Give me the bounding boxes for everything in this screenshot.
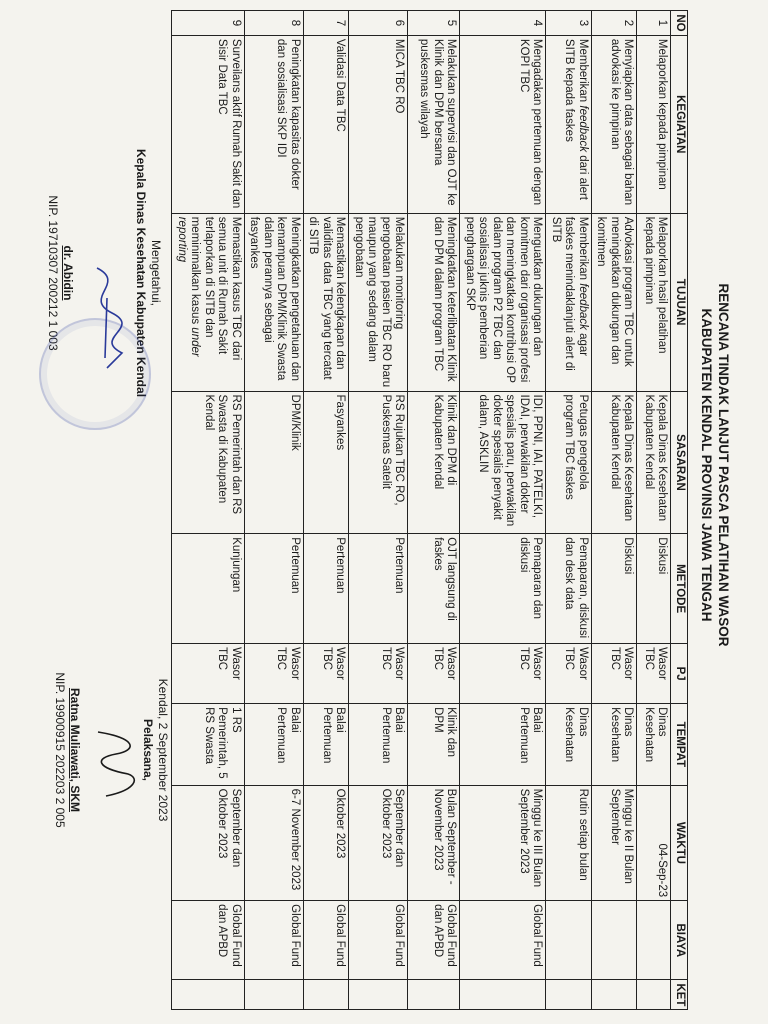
signer-name-right: Ratna Muliawati, SKM xyxy=(68,687,82,812)
kegiatan-italic: feedback xyxy=(577,105,589,153)
cell-no: 6 xyxy=(349,11,408,36)
cell-metode: OJT langsung di faskes xyxy=(408,534,460,644)
cell-tempat: Dinas Kesehatan xyxy=(592,704,638,786)
kegiatan-text-2: dari alert SITB kepada faskes xyxy=(563,38,589,200)
cell-no: 7 xyxy=(304,11,350,36)
cell-tujuan: Meningkatkan keterlibatan Klinik dan DPM dalam program TBC xyxy=(408,213,460,391)
header-waktu: WAKTU xyxy=(671,785,688,901)
cell-kegiatan: Validasi Data TBC xyxy=(304,35,350,213)
cell-waktu: Minggu ke III Bulan September 2023 xyxy=(460,785,546,901)
cell-ket xyxy=(637,980,671,1010)
cell-pj: Wasor TBC xyxy=(245,644,304,704)
cell-tempat: Dinas Kesehatan xyxy=(637,704,671,786)
signer-nip-right: NIP. 19900915 202203 2 005 xyxy=(53,672,67,828)
cell-tempat: Balai Pertemuan xyxy=(245,704,304,786)
cell-tujuan: Advokasi program TBC untuk meningkatkan dukungan dan komitmen xyxy=(592,213,638,391)
cell-ket xyxy=(408,980,460,1010)
rtl-table xyxy=(172,10,689,1010)
cell-ket xyxy=(304,980,350,1010)
cell-pj: Wasor TBC xyxy=(172,644,245,704)
cell-metode: Diskusi xyxy=(592,534,638,644)
cell-tempat: Dinas Kesehatan xyxy=(546,704,592,786)
cell-biaya: Global Fund xyxy=(460,901,546,980)
cell-ket xyxy=(546,980,592,1010)
signature-block-right xyxy=(52,600,170,900)
header-pj: PJ xyxy=(671,644,688,704)
cell-no: 1 xyxy=(637,11,671,36)
header-metode: METODE xyxy=(671,534,688,644)
cell-waktu: Bulan September -November 2023 xyxy=(408,785,460,901)
cell-kegiatan: Surveilans aktif Rumah Sakit dan Sisir Data TBC xyxy=(172,35,245,213)
table-row xyxy=(172,11,245,1010)
cell-metode: Pertemuan xyxy=(245,534,304,644)
header-tempat: TEMPAT xyxy=(671,704,688,786)
title-line-2: KABUPATEN KENDAL PROVINSI JAWA TENGAH xyxy=(699,308,714,622)
cell-biaya: Global Fund xyxy=(349,901,408,980)
table-row xyxy=(592,11,638,1010)
cell-tempat: Balai Pertemuan xyxy=(349,704,408,786)
tujuan-italic: feedback xyxy=(577,283,589,330)
table-row xyxy=(408,11,460,1010)
cell-waktu: September dan Oktober 2023 xyxy=(349,785,408,901)
executor-label: Pelaksana, xyxy=(141,718,155,782)
header-sasaran: SASARAN xyxy=(671,391,688,534)
date-place-label: Kendal, 2 September 2023 xyxy=(156,678,170,822)
signer-nip-left: NIP. 19710307 200212 1 003 xyxy=(46,195,60,351)
title-line-1: RENCANA TINDAK LANJUT PASCA PELATIHAN WASOR xyxy=(716,283,731,647)
cell-sasaran: RS Rujukan TBC RO, Puskesmas Satelit xyxy=(349,391,408,534)
cell-no: 5 xyxy=(408,11,460,36)
cell-ket xyxy=(460,980,546,1010)
cell-kegiatan: Melakukan supervisi dan OJT ke Klinik dan DPM bersama puskesmas wilayah xyxy=(408,35,460,213)
cell-waktu: Oktober 2023 xyxy=(304,785,350,901)
cell-ket xyxy=(245,980,304,1010)
cell-tujuan: Meningkatkan pengetahuan dan kemampuan DPM/Klinik Swasta dalam perannya sebagai fasyankes xyxy=(245,213,304,391)
cell-pj: Wasor TBC xyxy=(592,644,638,704)
cell-kegiatan: Menyiapkan data sebagai bahan advokasi ke pimpinan xyxy=(592,35,638,213)
tujuan-text-1: Memastikan kasus TBC dari semua unit di Rumah Sakit terlaporkan di SITB dan meminimalkan kasus xyxy=(189,216,242,361)
cell-waktu: 6-7 November 2023 xyxy=(245,785,304,901)
tujuan-italic: under reporting xyxy=(176,216,202,357)
cell-no: 9 xyxy=(172,11,245,36)
cell-kegiatan: Mengadakan pertemuan dengan KOPI TBC xyxy=(460,35,546,213)
cell-tujuan: Menguatkan dukungan dan komitmen dari organisasi profesi dan meningkatkan kontribusi OP dalam program P2 TBC dan sosialisasi juknis pemberian penghargaan SKP xyxy=(460,213,546,391)
acknowledged-label: Mengetahui, xyxy=(149,239,163,307)
cell-tujuan: Melaporkan hasil pelatihan kepada pimpinan xyxy=(637,213,671,391)
cell-no: 4 xyxy=(460,11,546,36)
cell-waktu: Minggu ke II Bulan September xyxy=(592,785,638,901)
cell-tempat: Klinik dan DPM xyxy=(408,704,460,786)
cell-sasaran: Klinik dan DPM di Kabupaten Kendal xyxy=(408,391,460,534)
cell-sasaran: Kepala Dinas Kesehatan Kabupaten Kendal xyxy=(637,391,671,534)
cell-no: 3 xyxy=(546,11,592,36)
tujuan-text-1: Memberikan xyxy=(577,216,589,284)
cell-sasaran: RS Pemerintah dan RS Swasta di Kabupaten Kendal xyxy=(172,391,245,534)
cell-tujuan xyxy=(172,213,245,391)
cell-ket xyxy=(592,980,638,1010)
cell-ket xyxy=(349,980,408,1010)
signer-name-left: dr. Abidin xyxy=(61,245,75,301)
cell-metode: Pemaparan dan diskusi xyxy=(460,534,546,644)
cell-pj: Wasor TBC xyxy=(637,644,671,704)
cell-biaya xyxy=(546,901,592,980)
cell-kegiatan: Melaporkan kepada pimpinan xyxy=(637,35,671,213)
cell-sasaran: DPM/Klinik xyxy=(245,391,304,534)
cell-kegiatan xyxy=(546,35,592,213)
table-row xyxy=(245,11,304,1010)
cell-biaya: Global Fund xyxy=(245,901,304,980)
cell-pj: Wasor TBC xyxy=(408,644,460,704)
cell-pj: Wasor TBC xyxy=(349,644,408,704)
cell-waktu: Rutin setiap bulan xyxy=(546,785,592,901)
table-row xyxy=(637,11,671,1010)
cell-tujuan xyxy=(546,213,592,391)
table-header-row xyxy=(671,11,688,1010)
head-of-office-title: Kepala Dinas Kesehatan Kabupaten Kendal xyxy=(134,148,148,398)
cell-tempat: Balai Pertemuan xyxy=(304,704,350,786)
document-title xyxy=(698,0,732,930)
cell-kegiatan: Peningkatan kapasitas dokter dan sosialisasi SKP IDI xyxy=(245,35,304,213)
cell-ket xyxy=(172,980,245,1010)
cell-pj: Wasor TBC xyxy=(460,644,546,704)
cell-waktu: September dan Oktober 2023 xyxy=(172,785,245,901)
table-row xyxy=(304,11,350,1010)
cell-kegiatan: MICA TBC RO xyxy=(349,35,408,213)
cell-biaya: Global Fund xyxy=(304,901,350,980)
cell-tempat: 1 RS Pemerintah, 5 RS Swasta xyxy=(172,704,245,786)
cell-biaya: Global Fund dan APBD xyxy=(172,901,245,980)
header-no: NO xyxy=(671,11,688,36)
cell-biaya: Global Fund dan APBD xyxy=(408,901,460,980)
table-row xyxy=(460,11,546,1010)
table-row xyxy=(546,11,592,1010)
cell-biaya xyxy=(592,901,638,980)
signature-area-left xyxy=(75,108,133,438)
signature-scribble-left-icon xyxy=(77,258,137,378)
header-biaya: BIAYA xyxy=(671,901,688,980)
cell-tujuan: Memastikan kelengkapan dan validitas data TBC yang tercatat di SITB xyxy=(304,213,350,391)
signature-area-right xyxy=(82,600,140,900)
cell-pj: Wasor TBC xyxy=(546,644,592,704)
cell-sasaran: Petugas pengelola program TBC faskes xyxy=(546,391,592,534)
table-row xyxy=(349,11,408,1010)
cell-tujuan: Melakukan monitoring pengobatan pasien TBC RO baru maupun yang sedang dalam pengobatan xyxy=(349,213,408,391)
header-ket: KET xyxy=(671,980,688,1010)
cell-biaya xyxy=(637,901,671,980)
cell-metode: Diskusi xyxy=(637,534,671,644)
cell-pj: Wasor TBC xyxy=(304,644,350,704)
cell-metode: Pemaparan, diskusi dan desk data xyxy=(546,534,592,644)
cell-tempat: Balai Pertemuan xyxy=(460,704,546,786)
cell-sasaran: IDI, PPNI, IAI, PATELKI, IDAI, perwakilan dokter spesialis paru, perwakilan dokter spesialis penyakit dalam, ASKLIN xyxy=(460,391,546,534)
cell-no: 2 xyxy=(592,11,638,36)
cell-waktu: 04-Sep-23 xyxy=(637,785,671,901)
kegiatan-text-1: Memberikan xyxy=(577,38,589,106)
cell-metode: Pertemuan xyxy=(349,534,408,644)
signature-block-left xyxy=(45,108,163,438)
cell-no: 8 xyxy=(245,11,304,36)
cell-sasaran: Fasyankes xyxy=(304,391,350,534)
tujuan-text-2: agar faskes menindaklanjuti alert di SITB xyxy=(550,216,589,371)
signature-scribble-right-icon xyxy=(90,720,146,810)
cell-metode: Pertemuan xyxy=(304,534,350,644)
cell-sasaran: Kepala Dinas Kesehatan Kabupaten Kendal xyxy=(592,391,638,534)
header-tujuan: TUJUAN xyxy=(671,213,688,391)
header-kegiatan: KEGIATAN xyxy=(671,35,688,213)
cell-metode: Kunjungan xyxy=(172,534,245,644)
